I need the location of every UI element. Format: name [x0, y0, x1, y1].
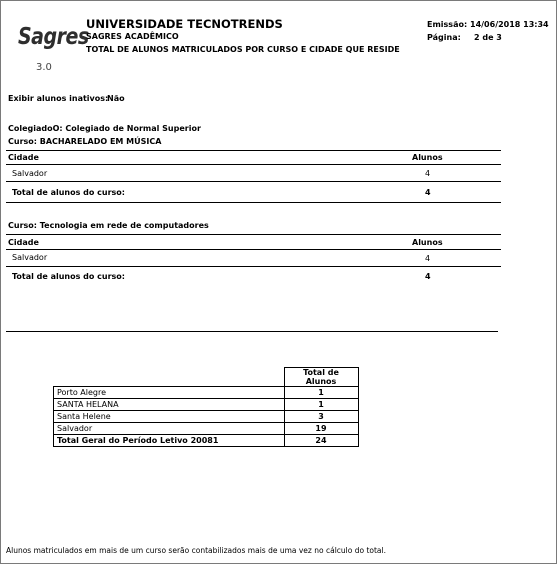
- course-total-value: 4: [425, 188, 431, 197]
- summary-value: 19: [284, 423, 358, 435]
- table-row: [54, 399, 359, 411]
- count-cell: 4: [425, 169, 431, 178]
- course-total-value: 4: [425, 272, 431, 281]
- section-rule: [6, 331, 498, 332]
- col-alunos: Alunos: [412, 153, 443, 162]
- col-alunos: Alunos: [412, 238, 443, 247]
- rule: [6, 249, 501, 250]
- course-title: Curso: BACHARELADO EM MÚSICA: [8, 137, 162, 146]
- pagina-label: Página:: [427, 33, 461, 42]
- summary-value: 1: [284, 399, 358, 411]
- rule: [6, 202, 501, 203]
- logo-version: 3.0: [36, 62, 52, 73]
- rule: [6, 164, 501, 165]
- summary-value: 1: [284, 387, 358, 399]
- course-total-label: Total de alunos do curso:: [12, 272, 125, 281]
- course-total-label: Total de alunos do curso:: [12, 188, 125, 197]
- table-row: [54, 411, 359, 423]
- system-name: SAGRES ACADÊMICO: [86, 32, 179, 41]
- summary-header-row: [54, 368, 359, 387]
- table-row: [54, 423, 359, 435]
- logo-word: Sagres: [18, 23, 89, 51]
- grand-total-row: [54, 435, 359, 447]
- grand-total-value: 24: [284, 435, 358, 447]
- count-cell: 4: [425, 254, 431, 263]
- inativos-label: Exibir alunos inativos:: [8, 94, 109, 103]
- report-title: TOTAL DE ALUNOS MATRICULADOS POR CURSO E CIDADE QUE RESIDE: [86, 45, 400, 54]
- university-name: UNIVERSIDADE TECNOTRENDS: [86, 17, 283, 31]
- inativos-value: Não: [107, 94, 125, 103]
- emissao-label: Emissão:: [427, 20, 468, 29]
- col-cidade: Cidade: [8, 153, 39, 162]
- rule: [6, 234, 501, 235]
- rule: [6, 150, 501, 151]
- summary-city: Porto Alegre: [54, 387, 285, 399]
- summary-value: 3: [284, 411, 358, 423]
- city-cell: Salvador: [12, 253, 48, 262]
- emissao-value: 14/06/2018 13:34: [470, 20, 549, 29]
- summary-city: Salvador: [54, 423, 285, 435]
- rule: [6, 181, 501, 182]
- summary-city: SANTA HELANA: [54, 399, 285, 411]
- colegiado-title: ColegiadoO: Colegiado de Normal Superior: [8, 124, 201, 133]
- pagina-value: 2 de 3: [474, 33, 502, 42]
- grand-total-label: Total Geral do Período Letivo 20081: [54, 435, 285, 447]
- rule: [6, 266, 501, 267]
- summary-table: [53, 367, 359, 447]
- table-row: [54, 387, 359, 399]
- footnote: Alunos matriculados em mais de um curso serão contabilizados mais de uma vez no cálculo do total.: [6, 546, 386, 555]
- course-title: Curso: Tecnologia em rede de computadores: [8, 221, 209, 230]
- summary-header: Total de Alunos: [284, 368, 358, 387]
- col-cidade: Cidade: [8, 238, 39, 247]
- city-cell: Salvador: [12, 169, 48, 178]
- summary-city: Santa Helene: [54, 411, 285, 423]
